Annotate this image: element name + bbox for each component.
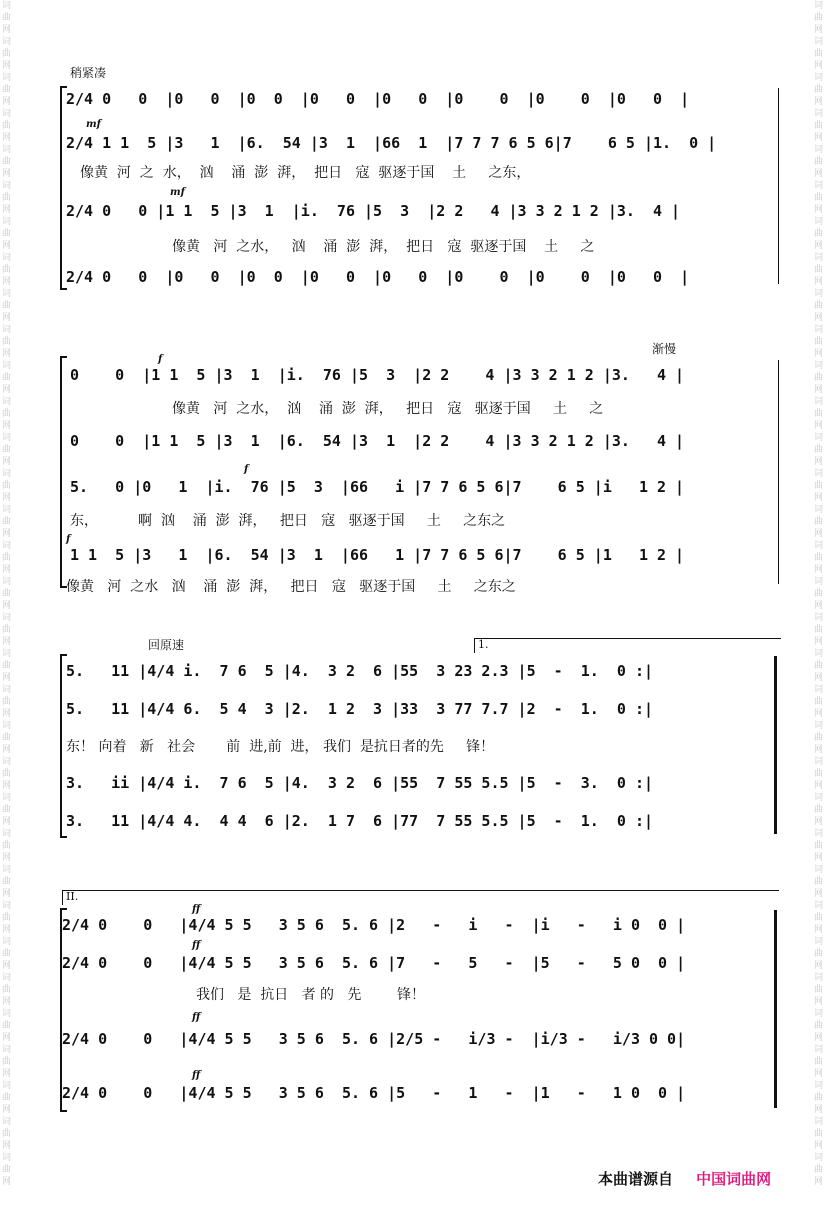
dynamic-mark: ff	[192, 1070, 201, 1081]
final-barline	[774, 910, 777, 1108]
final-repeat-barline	[774, 656, 777, 834]
tempo-mark: 回原速	[148, 638, 185, 652]
staff-row: 2/4 0 0 |4/4 5 5 3 5 6 5. 6 |7 - 5 - |5 - 5 0 0 |	[62, 954, 686, 972]
staff-row: 2/4 0 0 |4/4 5 5 3 5 6 5. 6 |5 - 1 - |1 - 1 0 0 |	[62, 1084, 686, 1102]
volta-bracket	[474, 638, 781, 653]
site-name-link[interactable]: 中国词曲网	[696, 1170, 772, 1188]
staff-row: 1 1 5 |3 1 |6. 54 |3 1 |66 1 |7 7 6 5 6|7 6 5 |1 1 2 |	[70, 546, 685, 564]
tempo-mark: 稍紧凑	[70, 66, 107, 80]
dynamic-mark: f	[244, 464, 249, 475]
lyric-line: 我们 是 抗日 者 的 先 锋！	[196, 987, 426, 1003]
volta-bracket	[62, 890, 779, 905]
staff-row: 2/4 1 1 5 |3 1 |6. 54 |3 1 |66 1 |7 7 7 6 5 6|7 6 5 |1. 0 |	[66, 134, 717, 152]
system-bracket	[60, 356, 67, 588]
staff-row: 2/4 0 0 |4/4 5 5 3 5 6 5. 6 |2/5 - i/3 - |i/3 - i/3 0 0|	[62, 1030, 686, 1048]
staff-row: 5. 0 |0 1 |i. 76 |5 3 |66 i |7 7 6 5 6|7 6 5 |i 1 2 |	[70, 478, 685, 496]
volta-label: 1.	[478, 638, 489, 651]
volta-label: II.	[66, 890, 79, 903]
dynamic-mark: mf	[170, 187, 185, 198]
staff-row: 2/4 0 0 |0 0 |0 0 |0 0 |0 0 |0 0 |0 0 |0 0 |	[66, 268, 690, 286]
staff-row: 2/4 0 0 |4/4 5 5 3 5 6 5. 6 |2 - i - |i - i 0 0 |	[62, 916, 686, 934]
dynamic-mark: ff	[192, 904, 201, 915]
staff-row: 5. 11 |4/4 i. 7 6 5 |4. 3 2 6 |55 3 23 2.3 |5 - 1. 0 :|	[66, 662, 653, 680]
dynamic-mark: f	[158, 354, 163, 365]
staff-row: 2/4 0 0 |0 0 |0 0 |0 0 |0 0 |0 0 |0 0 |0 0 |	[66, 90, 690, 108]
left-watermark-column: 词曲网词曲网词曲网词曲网词曲网词曲网词曲网词曲网词曲网词曲网词曲网词曲网词曲网词曲网词曲网词曲网词曲网词曲网词曲网词曲网词曲网词曲网词曲网词曲网词曲网词曲网词曲网词曲网词曲网词曲网词曲网词曲网词曲网	[2, 1, 12, 1187]
tempo-mark: 渐慢	[652, 342, 677, 356]
lyric-line: 像黄 河 之 水， 汹 涌 澎 湃， 把日 寇 驱逐于国 土 之东，	[80, 165, 531, 181]
system-bracket	[60, 86, 67, 290]
lyric-line: 东， 啊 汹 涌 澎 湃， 把日 寇 驱逐于国 土 之东之	[70, 513, 506, 529]
dynamic-mark: f	[66, 534, 71, 545]
system-end-barline	[778, 360, 779, 584]
lyric-line: 像黄 河 之水， 汹 涌 澎 湃， 把日 寇 驱逐于国 土 之	[172, 239, 595, 255]
system-end-barline	[778, 88, 779, 284]
dynamic-mark: mf	[86, 119, 101, 130]
dynamic-mark: ff	[192, 1012, 201, 1023]
lyric-line: 东！ 向着 新 社会 前 进,前 进， 我们 是抗日者的先 锋！	[66, 739, 495, 755]
lyric-line: 像黄 河 之水 汹 涌 澎 湃， 把日 寇 驱逐于国 土 之东之	[66, 579, 516, 595]
dynamic-mark: ff	[192, 940, 201, 951]
staff-row: 0 0 |1 1 5 |3 1 |i. 76 |5 3 |2 2 4 |3 3 2 1 2 |3. 4 |	[70, 366, 685, 384]
staff-row: 2/4 0 0 |1 1 5 |3 1 |i. 76 |5 3 |2 2 4 |3 3 2 1 2 |3. 4 |	[66, 202, 681, 220]
staff-row: 3. 11 |4/4 4. 4 4 6 |2. 1 7 6 |77 7 55 5.5 |5 - 1. 0 :|	[66, 812, 653, 830]
source-label: 本曲谱源自	[598, 1170, 674, 1188]
right-watermark-column: 词曲网词曲网词曲网词曲网词曲网词曲网词曲网词曲网词曲网词曲网词曲网词曲网词曲网词曲网词曲网词曲网词曲网词曲网词曲网词曲网词曲网词曲网词曲网词曲网词曲网词曲网词曲网词曲网词曲网词曲网词曲网词曲网词曲网	[814, 1, 824, 1187]
staff-row: 3. ii |4/4 i. 7 6 5 |4. 3 2 6 |55 7 55 5.5 |5 - 3. 0 :|	[66, 774, 653, 792]
staff-row: 5. 11 |4/4 6. 5 4 3 |2. 1 2 3 |33 3 77 7.7 |2 - 1. 0 :|	[66, 700, 653, 718]
lyric-line: 像黄 河 之水， 汹 涌 澎 湃， 把日 寇 驱逐于国 土 之	[172, 401, 604, 417]
footer-source	[598, 1168, 771, 1189]
staff-row: 0 0 |1 1 5 |3 1 |6. 54 |3 1 |2 2 4 |3 3 2 1 2 |3. 4 |	[70, 432, 685, 450]
